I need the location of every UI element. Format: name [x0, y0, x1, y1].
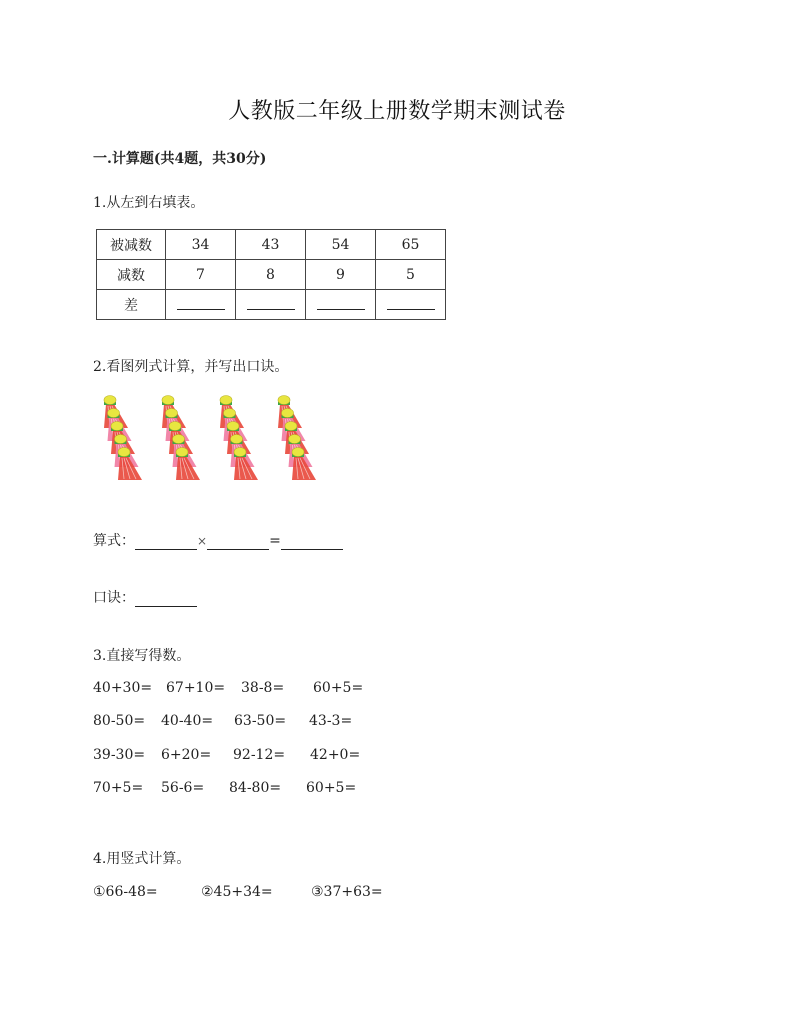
shuttlecock-illustration: [96, 392, 332, 492]
table-cell: 34: [166, 230, 236, 260]
answer-blank[interactable]: [177, 299, 225, 310]
vertical-calc-item: ③37+63=: [311, 884, 383, 900]
vertical-calc-item: ①66-48=: [93, 884, 158, 900]
formula-label: 算式：: [93, 533, 135, 549]
calc-item: 70+5=: [93, 780, 144, 796]
calc-item: 67+10=: [166, 680, 226, 696]
vertical-calc-item: ②45+34=: [201, 884, 273, 900]
table-cell: 54: [306, 230, 376, 260]
calc-item: 92-12=: [233, 747, 286, 763]
table-row: [97, 230, 446, 260]
calc-item: 6+20=: [161, 747, 212, 763]
shuttlecock-group: [220, 396, 258, 481]
factor-blank-2[interactable]: [207, 535, 269, 550]
answer-blank[interactable]: [387, 299, 435, 310]
rhyme-blank[interactable]: [135, 592, 197, 607]
calc-item: 80-50=: [93, 713, 146, 729]
table-cell: 5: [376, 260, 446, 290]
formula-line: [93, 530, 343, 550]
equals-sign: =: [269, 533, 281, 549]
answer-blank[interactable]: [317, 299, 365, 310]
page-title: 人教版二年级上册数学期末测试卷: [228, 99, 566, 124]
calc-item: 60+5=: [313, 680, 364, 696]
shuttlecock-group: [104, 396, 142, 481]
shuttlecock-group: [162, 396, 200, 481]
calc-item: 84-80=: [229, 780, 282, 796]
table-cell: 43: [236, 230, 306, 260]
rhyme-label: 口诀：: [93, 590, 135, 606]
shuttlecock-icon: [292, 448, 316, 481]
table-row: [97, 260, 446, 290]
row-label: 被减数: [97, 230, 166, 260]
shuttlecock-group: [278, 396, 316, 481]
factor-blank-1[interactable]: [135, 535, 197, 550]
row-label: 减数: [97, 260, 166, 290]
calc-item: 43-3=: [309, 713, 353, 729]
product-blank[interactable]: [281, 535, 343, 550]
shuttlecock-icon: [176, 448, 200, 481]
question-3-prompt: 3.直接写得数。: [93, 648, 191, 664]
shuttlecock-icon: [118, 448, 142, 481]
row-label: 差: [97, 290, 166, 320]
calc-item: 56-6=: [161, 780, 205, 796]
calc-item: 39-30=: [93, 747, 146, 763]
calc-item: 38-8=: [241, 680, 285, 696]
table-cell: 65: [376, 230, 446, 260]
times-sign: ×: [197, 534, 208, 548]
question-2-prompt: 2.看图列式计算，并写出口诀。: [93, 359, 289, 375]
subtraction-table: [96, 229, 446, 320]
table-cell: 8: [236, 260, 306, 290]
rhyme-line: [93, 587, 197, 607]
question-4-prompt: 4.用竖式计算。: [93, 851, 191, 867]
answer-cell[interactable]: [306, 290, 376, 320]
table-cell: 7: [166, 260, 236, 290]
answer-cell[interactable]: [376, 290, 446, 320]
shuttlecock-icon: [234, 448, 258, 481]
calc-item: 63-50=: [234, 713, 287, 729]
table-row: [97, 290, 446, 320]
answer-cell[interactable]: [166, 290, 236, 320]
answer-blank[interactable]: [247, 299, 295, 310]
calc-item: 40+30=: [93, 680, 153, 696]
calc-item: 60+5=: [306, 780, 357, 796]
section-heading: 一.计算题(共4题，共30分): [93, 151, 267, 167]
calc-item: 40-40=: [161, 713, 214, 729]
answer-cell[interactable]: [236, 290, 306, 320]
calc-item: 42+0=: [310, 747, 361, 763]
question-1-prompt: 1.从左到右填表。: [93, 195, 205, 211]
table-cell: 9: [306, 260, 376, 290]
